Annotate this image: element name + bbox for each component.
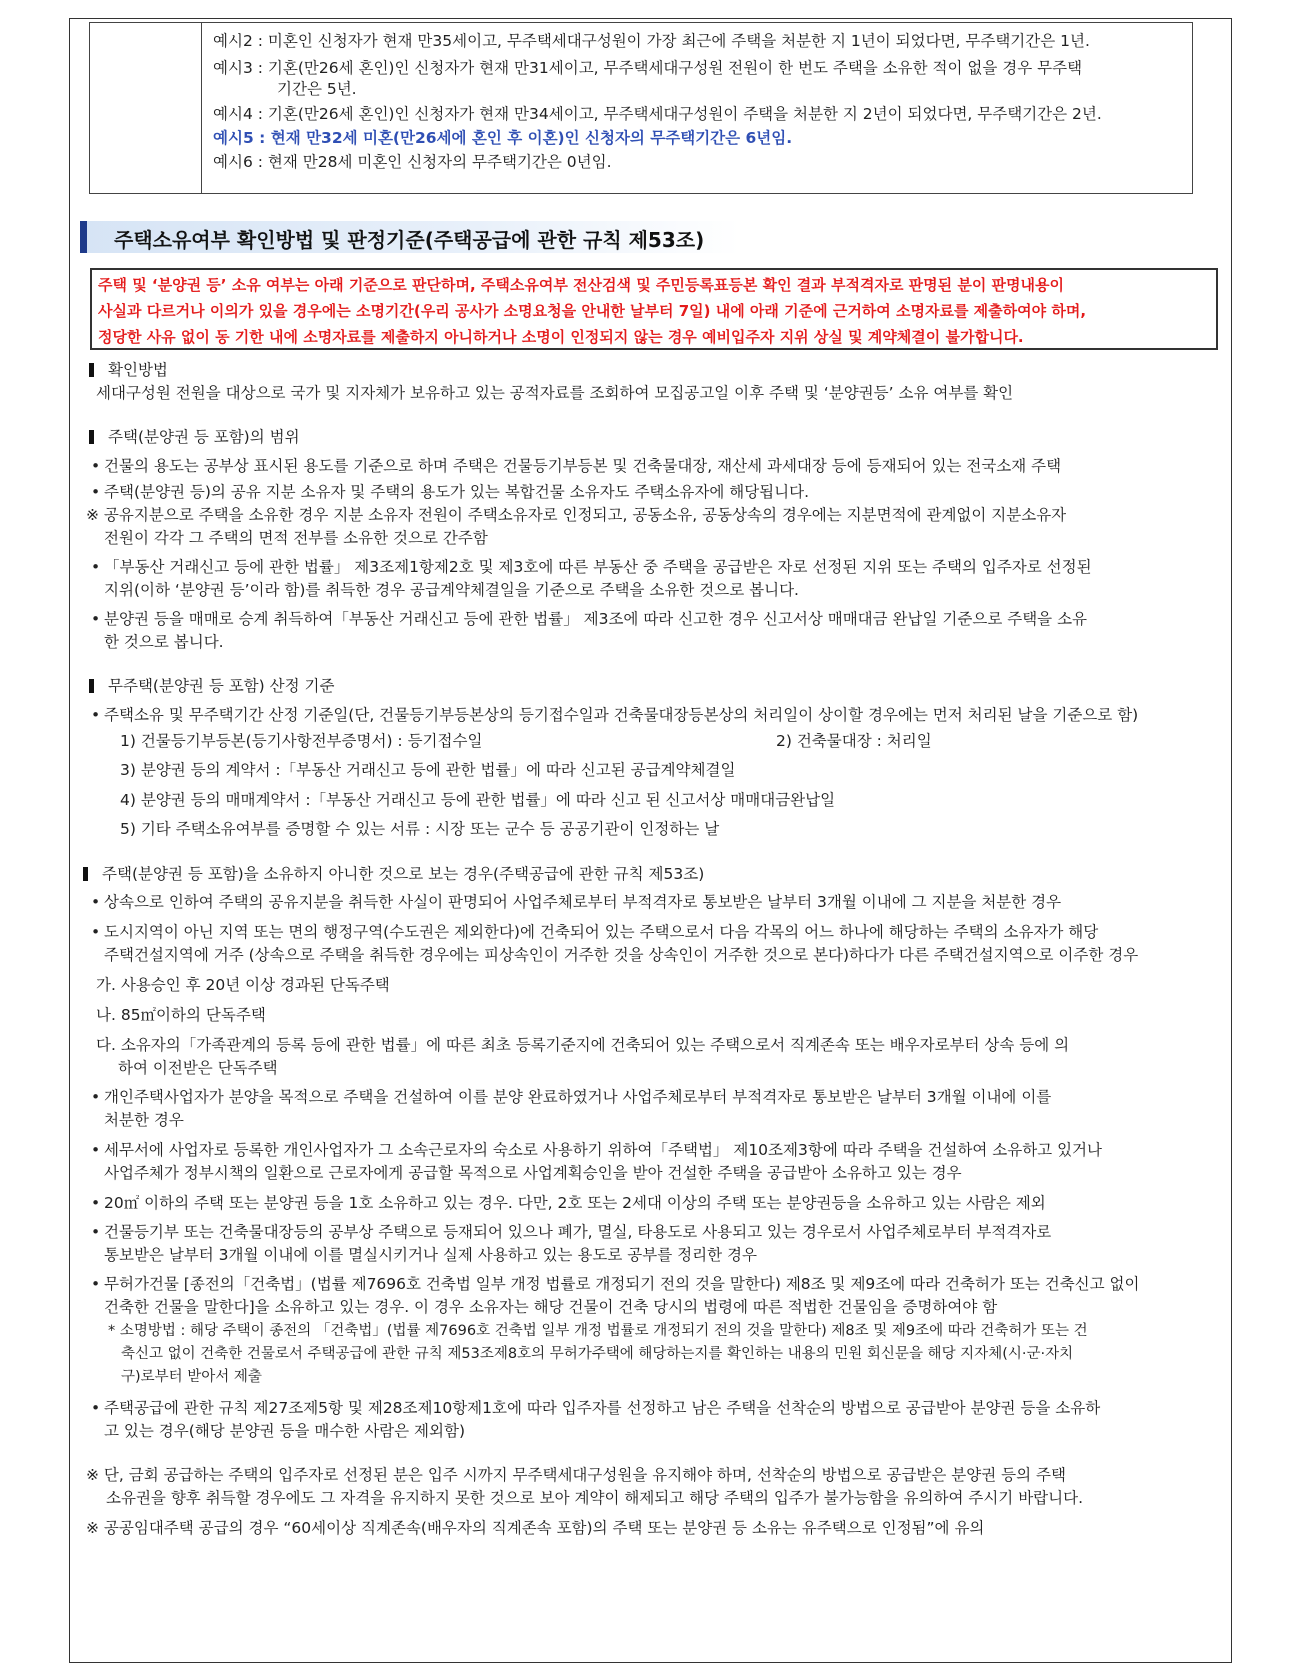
scope-bullet: • 건물의 용도는 공부상 표시된 용도를 기준으로 하며 주택은 건물등기부등본 및 건축물대장, 재산세 과세대장 등에 등재되어 있는 전국소재 주택 bbox=[104, 456, 1061, 476]
scope-note: ※ 공유지분으로 주택을 소유한 경우 지분 소유자 전원이 주택소유자로 인정되고, 공동소유, 공동상속의 경우에는 지분면적에 관계없이 지분소유자 bbox=[86, 506, 1067, 524]
exempt-sub-na: 나. 85㎡이하의 단독주택 bbox=[96, 1006, 266, 1024]
exempt-bullet: • 세무서에 사업자로 등록한 개인사업자가 그 소속근로자의 숙소로 사용하기 위하여「주택법」 제10조제3항에 따라 주택을 건설하여 소유하고 있거나 bbox=[104, 1140, 1102, 1160]
exempt-subnote-cont: 축신고 없이 건축한 건물로서 주택공급에 관한 규칙 제53조제8호의 무허가주택에 해당하는지를 확인하는 내용의 민원 회신문을 해당 지자체(시·군·자치 bbox=[121, 1346, 1074, 1362]
scope-bullet-cont: 한 것으로 봅니다. bbox=[104, 633, 224, 651]
criteria-bullet: • 주택소유 및 무주택기간 산정 기준일(단, 건물등기부등본상의 등기접수일과 건축물대장등본상의 처리일이 상이할 경우에는 먼저 처리된 날을 기준으로 함) bbox=[104, 705, 1138, 725]
exempt-bullet-cont: 주택건설지역에 거주 (상속으로 주택을 취득한 경우에는 피상속인이 거주한 것을 상속인이 거주한 것으로 본다)하다가 다른 주택건설지역으로 이주한 경우 bbox=[104, 946, 1139, 964]
scope-bullet: • 분양권 등을 매매로 승계 취득하여「부동산 거래신고 등에 관한 법률」 제3조에 따라 신고한 경우 신고서상 매매대금 완납일 기준으로 주택을 소유 bbox=[104, 609, 1087, 629]
example-5: 예시5 : 현재 만32세 미혼(만26세에 혼인 후 이혼)인 신청자의 무주택기간은 6년임. bbox=[213, 129, 793, 147]
exempt-subnote: * 소명방법 : 해당 주택이 종전의 「건축법」(법률 제7696호 건축법 일부 개정 법률로 개정되기 전의 것을 말한다) 제8조 및 제9조에 따라 건축허가 또는 건 bbox=[108, 1323, 1088, 1339]
exempt-sub-da: 다. 소유자의「가족관계의 등록 등에 관한 법률」에 따른 최초 등록기준지에 건축되어 있는 주택으로서 직계존속 또는 배우자로부터 상속 등에 의 bbox=[96, 1036, 1070, 1054]
confirm-heading: 확인방법 bbox=[108, 361, 168, 379]
exempt-bullet: • 무허가건물 [종전의「건축법」(법률 제7696호 건축법 일부 개정 법률로 개정되기 전의 것을 말한다) 제8조 및 제9조에 따라 건축허가 또는 건축신고 없이 bbox=[104, 1274, 1140, 1294]
scope-bullet: • 「부동산 거래신고 등에 관한 법률」 제3조제1항제2호 및 제3호에 따른 부동산 중 주택을 공급받은 자로 선정된 지위 또는 주택의 입주자로 선정된 bbox=[104, 557, 1092, 577]
example-table bbox=[89, 22, 1193, 194]
notice-line: 사실과 다르거나 이의가 있을 경우에는 소명기간(우리 공사가 소명요청을 안내한 날부터 7일) 내에 아래 기준에 근거하여 소명자료를 제출하여야 하며, bbox=[98, 302, 1087, 320]
exempt-bullet-cont: 고 있는 경우(해당 분양권 등을 매수한 사람은 제외함) bbox=[104, 1422, 466, 1440]
scope-note-cont: 전원이 각각 그 주택의 면적 전부를 소유한 것으로 간주함 bbox=[104, 529, 488, 547]
exempt-bullet: • 개인주택사업자가 분양을 목적으로 주택을 건설하여 이를 분양 완료하였거나 사업주체로부터 부적격자로 통보받은 날부터 3개월 이내에 이를 bbox=[104, 1087, 1051, 1107]
criteria-heading: 무주택(분양권 등 포함) 산정 기준 bbox=[108, 677, 335, 695]
scope-bullet-cont: 지위(이하 ‘분양권 등’이라 함)를 취득한 경우 공급계약체결일을 기준으로 주택을 소유한 것으로 봅니다. bbox=[104, 581, 799, 599]
example-2: 예시2 : 미혼인 신청자가 현재 만35세이고, 무주택세대구성원이 가장 최근에 주택을 처분한 지 1년이 되었다면, 무주택기간은 1년. bbox=[213, 32, 1090, 50]
criteria-item-3: 3) 분양권 등의 계약서 :「부동산 거래신고 등에 관한 법률」에 따라 신고된 공급계약체결일 bbox=[120, 761, 736, 779]
exempt-bullet-cont: 건축한 건물을 말한다]을 소유하고 있는 경우. 이 경우 소유자는 해당 건물이 건축 당시의 법령에 따른 적법한 건물임을 증명하여야 함 bbox=[104, 1298, 998, 1316]
example-3-cont: 기간은 5년. bbox=[277, 80, 357, 98]
criteria-item-1: 1) 건물등기부등본(등기사항전부증명서) : 등기접수일 bbox=[120, 732, 483, 750]
example-6: 예시6 : 현재 만28세 미혼인 신청자의 무주택기간은 0년임. bbox=[213, 153, 612, 171]
exempt-bullet-cont: 사업주체가 정부시책의 일환으로 근로자에게 공급할 목적으로 사업계획승인을 받아 건설한 주택을 공급받아 소유하고 있는 경우 bbox=[104, 1164, 962, 1182]
section-title bbox=[80, 221, 740, 253]
notice-line: 정당한 사유 없이 동 기한 내에 소명자료를 제출하지 아니하거나 소명이 인정되지 않는 경우 예비입주자 지위 상실 및 계약체결이 불가합니다. bbox=[98, 328, 1024, 346]
example-3: 예시3 : 기혼(만26세 혼인)인 신청자가 현재 만31세이고, 무주택세대구성원 전원이 한 번도 주택을 소유한 적이 없을 경우 무주택 bbox=[213, 59, 1083, 77]
exempt-bullet: • 상속으로 인하여 주택의 공유지분을 취득한 사실이 판명되어 사업주체로부터 부적격자로 통보받은 날부터 3개월 이내에 그 지분을 처분한 경우 bbox=[104, 892, 1061, 912]
exempt-bullet-cont: 처분한 경우 bbox=[104, 1111, 184, 1129]
section-title-text: 주택소유여부 확인방법 및 판정기준(주택공급에 관한 규칙 제53조) bbox=[114, 228, 705, 252]
exempt-bullet: • 도시지역이 아닌 지역 또는 면의 행정구역(수도권은 제외한다)에 건축되어 있는 주택으로서 다음 각목의 어느 하나에 해당하는 주택의 소유자가 해당 bbox=[104, 922, 1098, 942]
notice-line: 주택 및 ‘분양권 등’ 소유 여부는 아래 기준으로 판단하며, 주택소유여부 전산검색 및 주민등록표등본 확인 결과 부적격자로 판명된 분이 판명내용이 bbox=[98, 276, 1065, 294]
notice-box bbox=[90, 268, 1218, 350]
footnote: ※ 단, 금회 공급하는 주택의 입주자로 선정된 분은 입주 시까지 무주택세대구성원을 유지해야 하며, 선착순의 방법으로 공급받은 분양권 등의 주택 bbox=[86, 1466, 1066, 1484]
exempt-heading: 주택(분양권 등 포함)을 소유하지 아니한 것으로 보는 경우(주택공급에 관한 규칙 제53조) bbox=[102, 865, 705, 883]
section-title-bar bbox=[80, 221, 87, 253]
criteria-item-5: 5) 기타 주택소유여부를 증명할 수 있는 서류 : 시장 또는 군수 등 공공기관이 인정하는 날 bbox=[120, 820, 720, 838]
footnote-cont: 소유권을 향후 취득할 경우에도 그 자격을 유지하지 못한 것으로 보아 계약이 해제되고 해당 주택의 입주가 불가능함을 유의하여 주시기 바랍니다. bbox=[106, 1489, 1084, 1507]
exempt-bullet: • 20㎡ 이하의 주택 또는 분양권 등을 1호 소유하고 있는 경우. 다만, 2호 또는 2세대 이상의 주택 또는 분양권등을 소유하고 있는 사람은 제외 bbox=[104, 1193, 1046, 1213]
scope-bullet: • 주택(분양권 등)의 공유 지분 소유자 및 주택의 용도가 있는 복합건물 소유자도 주택소유자에 해당됩니다. bbox=[104, 482, 809, 502]
confirm-text: 세대구성원 전원을 대상으로 국가 및 지자체가 보유하고 있는 공적자료를 조회하여 모집공고일 이후 주택 및 ‘분양권등’ 소유 여부를 확인 bbox=[96, 384, 1014, 402]
criteria-item-4: 4) 분양권 등의 매매계약서 :「부동산 거래신고 등에 관한 법률」에 따라 신고 된 신고서상 매매대금완납일 bbox=[120, 791, 836, 809]
example-table-label-cell bbox=[90, 23, 202, 193]
exempt-subnote-cont: 구)로부터 받아서 제출 bbox=[121, 1369, 262, 1385]
exempt-bullet-cont: 통보받은 날부터 3개월 이내에 이를 멸실시키거나 실제 사용하고 있는 용도로 공부를 정리한 경우 bbox=[104, 1246, 757, 1264]
criteria-item-2: 2) 건축물대장 : 처리일 bbox=[776, 732, 932, 750]
footnote: ※ 공공임대주택 공급의 경우 “60세이상 직계존속(배우자의 직계존속 포함)의 주택 또는 분양권 등 소유는 유주택으로 인정됨”에 유의 bbox=[86, 1519, 985, 1537]
example-4: 예시4 : 기혼(만26세 혼인)인 신청자가 현재 만34세이고, 무주택세대구성원이 주택을 처분한 지 2년이 되었다면, 무주택기간은 2년. bbox=[213, 105, 1102, 123]
exempt-bullet: • 건물등기부 또는 건축물대장등의 공부상 주택으로 등재되어 있으나 폐가, 멸실, 타용도로 사용되고 있는 경우로서 사업주체로부터 부적격자로 bbox=[104, 1222, 1051, 1242]
exempt-sub-ga: 가. 사용승인 후 20년 이상 경과된 단독주택 bbox=[96, 976, 390, 994]
exempt-bullet: • 주택공급에 관한 규칙 제27조제5항 및 제28조제10항제1호에 따라 입주자를 선정하고 남은 주택을 선착순의 방법으로 공급받아 분양권 등을 소유하 bbox=[104, 1398, 1100, 1418]
exempt-sub-da-cont: 하여 이전받은 단독주택 bbox=[118, 1059, 278, 1077]
scope-heading: 주택(분양권 등 포함)의 범위 bbox=[108, 428, 300, 446]
